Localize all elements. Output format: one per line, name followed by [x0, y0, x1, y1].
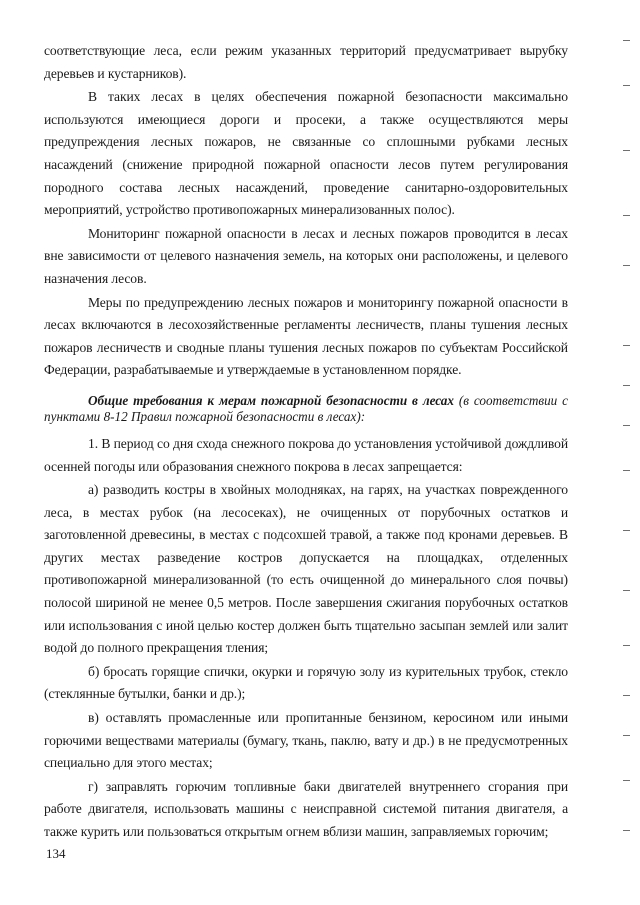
paragraph: Мониторинг пожарной опасности в лесах и лесных пожаров проводится в лесах вне зависимости от целевого назначения земель, на которых они расположены, и целевого назначения лесов. — [44, 225, 568, 286]
list-item: б) бросать горящие спички, окурки и горячую золу из курительных трубок, стекло (стеклянные бутылки, банки и др.); — [44, 663, 568, 702]
list-item: в) оставлять промасленные или пропитанные бензином, керосином или иными горючими веществами материалы (бумагу, ткань, паклю, вату и др.) в не предусмотренных специально для этого местах; — [44, 710, 568, 771]
list-item: 1. В период со дня схода снежного покрова до установления устойчивой дождливой осенней погоды или образования снежного покрова в лесах запрещается: — [44, 435, 568, 474]
section-heading-rest: (в соответствии с пунктами 8-12 Правил пожарной безопасности в лесах): — [44, 392, 569, 424]
section-heading — [44, 393, 568, 425]
paragraph: В таких лесах в целях обеспечения пожарной безопасности максимально используются имеющиеся дороги и просеки, а также осуществляются меры предупреждения лесных пожаров, не связанные со сплошными рубками лесных насаждений (снижение природной пожарной опасности лесов путем регулирования породного состава лесных насаждений, проведение санитарно-оздоровительных мероприятий, устройство противопожарных минерализованных полос). — [44, 89, 568, 218]
scan-margin-marks — [618, 30, 630, 880]
text-column — [44, 40, 568, 845]
paragraph: Меры по предупреждению лесных пожаров и мониторингу пожарной опасности в лесах включаются в лесохозяйственные регламенты лесничеств, планы тушения лесных пожаров лесничеств и сводные планы тушения лесных пожаров по субъектам Российской Федерации, разрабатываемые и утверждаемые в установленном порядке. — [44, 294, 568, 378]
list-item: г) заправлять горючим топливные баки двигателей внутреннего сгорания при работе двигателя, использовать машины с неисправной системой питания двигателя, а также курить или пользоваться открытым огнем вблизи машин, заправляемых горючим; — [44, 778, 568, 839]
paragraph: соответствующие леса, если режим указанных территорий предусматривает вырубку деревьев и кустарников). — [44, 43, 568, 81]
page-number: 134 — [46, 846, 66, 861]
list-item: а) разводить костры в хвойных молодняках, на гарях, на участках поврежденного леса, в местах рубок (на лесосеках), не очищенных от порубочных остатков и заготовленной древесины, в местах с подсохшей травой, а также под кронами деревьев. В других местах разведение костров допускается на площадках, отделенных противопожарной минерализованной (то есть очищенной до минерального слоя почвы) полосой шириной не менее 0,5 метров. После завершения сжигания порубочных остатков или использования с иной целью костер должен быть тщательно засыпан землей или залит водой до полного прекращения тления; — [44, 482, 568, 656]
section-heading-bold: Общие требования к мерам пожарной безопасности в лесах — [88, 392, 454, 408]
